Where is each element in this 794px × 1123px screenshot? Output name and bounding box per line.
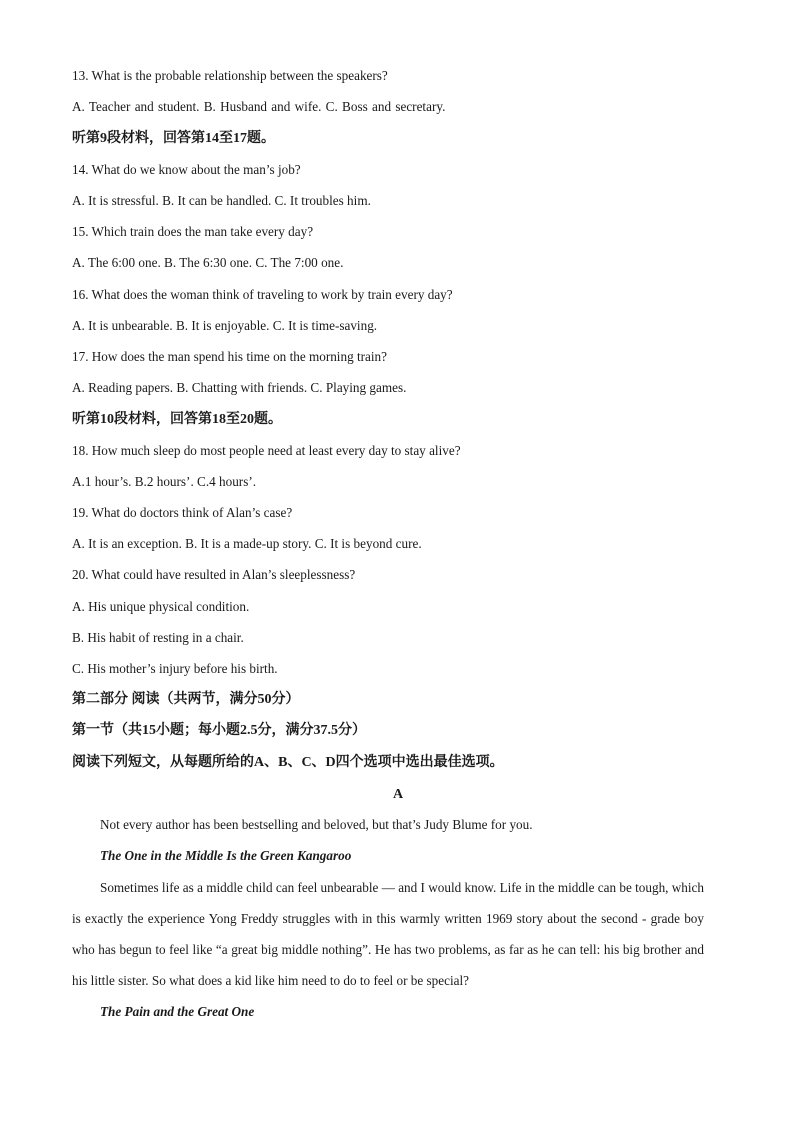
question-14-options: A. It is stressful. B. It can be handled. C. It troubles him.	[72, 193, 371, 208]
question-20-option-a: A. His unique physical condition.	[72, 599, 250, 614]
question-18: 18. How much sleep do most people need at least every day to stay alive?	[72, 443, 461, 458]
question-17: 17. How does the man spend his time on the morning train?	[72, 349, 387, 364]
question-19: 19. What do doctors think of Alan’s case?	[72, 505, 293, 520]
question-15-options: A. The 6:00 one. B. The 6:30 one. C. The 7:00 one.	[72, 255, 344, 270]
question-17-options: A. Reading papers. B. Chatting with friends. C. Playing games.	[72, 380, 407, 395]
question-16: 16. What does the woman think of traveling to work by train every day?	[72, 287, 453, 302]
question-15: 15. Which train does the man take every day?	[72, 224, 314, 239]
question-20: 20. What could have resulted in Alan’s sleeplessness?	[72, 567, 356, 582]
question-13-options: A. Teacher and student. B. Husband and wife. C. Boss and secretary.	[72, 99, 446, 114]
book-1-title: The One in the Middle Is the Green Kangaroo	[100, 848, 352, 863]
question-14: 14. What do we know about the man’s job?	[72, 162, 301, 177]
part-2-instruction: 阅读下列短文，从每题所给的A、B、C、D四个选项中选出最佳选项。	[72, 755, 504, 770]
section-9-header: 听第9段材料，回答第14至17题。	[72, 131, 275, 146]
part-2-title: 第二部分 阅读（共两节，满分50分）	[72, 692, 300, 707]
question-16-options: A. It is unbearable. B. It is enjoyable. C. It is time-saving.	[72, 318, 378, 333]
question-20-option-b: B. His habit of resting in a chair.	[72, 630, 244, 645]
book-2-title: The Pain and the Great One	[100, 1004, 255, 1019]
passage-intro: Not every author has been bestselling and beloved, but that’s Judy Blume for you.	[100, 817, 533, 832]
section-10-header: 听第10段材料，回答第18至20题。	[72, 412, 282, 427]
passage-label: A	[392, 787, 404, 802]
question-20-option-c: C. His mother’s injury before his birth.	[72, 661, 278, 676]
book-1-paragraph: Sometimes life as a middle child can feel unbearable — and I would know. Life in the middle can be tough, which is exactly the experience Yong Freddy struggles with in this warmly written 1969 story about the second - grade boy who has begun to feel like “a great big middle nothing”. He has two problems, as far as he can tell: his big brother and his little sister. So what does a kid like him need to do to feel or be special?	[72, 880, 704, 988]
question-13: 13. What is the probable relationship between the speakers?	[72, 68, 388, 83]
question-18-options: A.1 hour’s. B.2 hours’. C.4 hours’.	[72, 474, 257, 489]
question-19-options: A. It is an exception. B. It is a made-up story. C. It is beyond cure.	[72, 536, 422, 551]
part-2-section-1: 第一节（共15小题；每小题2.5分，满分37.5分）	[72, 723, 366, 738]
